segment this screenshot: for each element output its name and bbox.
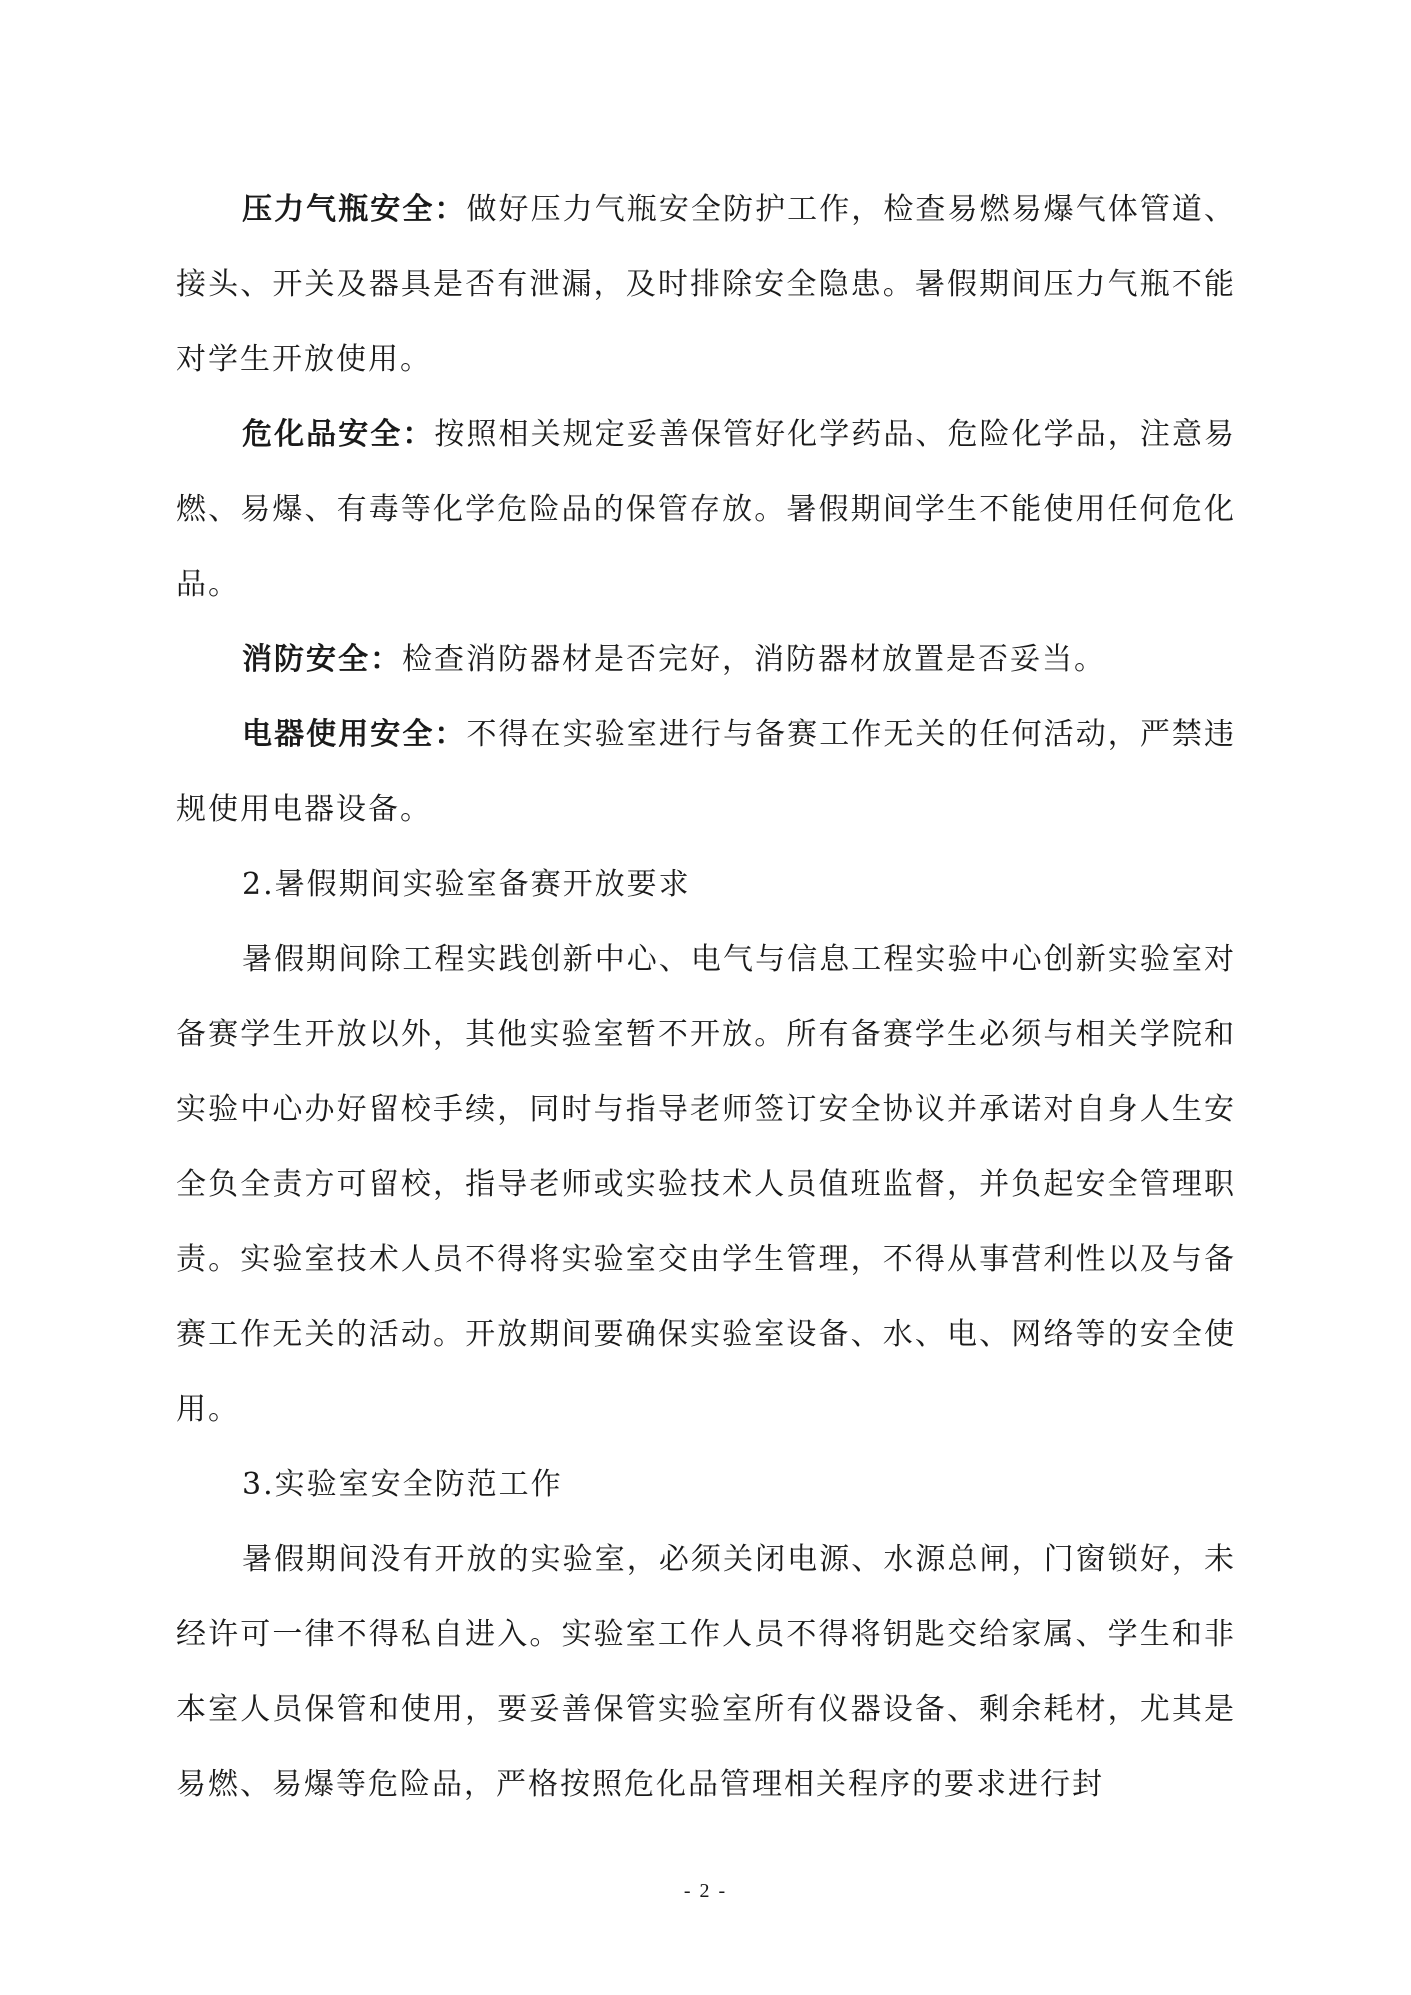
paragraph-lab-security: 暑假期间没有开放的实验室，必须关闭电源、水源总闸，门窗锁好，未经许可一律不得私自进入。实验室工作人员不得将钥匙交给家属、学生和非本室人员保管和使用，要妥善保管实验室所有仪器设备、剩余耗材，尤其是易燃、易爆等危险品，严格按照危化品管理相关程序的要求进行封 [176, 1542, 1236, 1802]
paragraph-text: 检查消防器材是否完好，消防器材放置是否妥当。 [402, 642, 1106, 677]
paragraph-text: 做好压力气瓶安全防护工作，检查易燃易爆气体管道、接头、开关及器具是否有泄漏，及时排除安全隐患。暑假期间压力气瓶不能对学生开放使用。 [176, 192, 1237, 377]
section-heading-3: 3.实验室安全防范工作 [242, 1467, 563, 1502]
paragraph-text: 不得在实验室进行与备赛工作无关的任何活动，严禁违规使用电器设备。 [176, 717, 1237, 827]
paragraph-gas-cylinder-safety [176, 172, 1236, 397]
page-number: - 2 - [683, 1880, 728, 1902]
document-body [176, 172, 1236, 1822]
paragraph-lead: 危化品安全： [242, 417, 435, 452]
paragraph-fire-safety [176, 622, 1236, 697]
paragraph-lead: 电器使用安全： [242, 717, 467, 752]
paragraph-electrical-safety [176, 697, 1236, 847]
paragraph-lead: 压力气瓶安全： [242, 192, 467, 227]
paragraph-lead: 消防安全： [242, 642, 402, 677]
paragraph-summer-lab-opening: 暑假期间除工程实践创新中心、电气与信息工程实验中心创新实验室对备赛学生开放以外，其他实验室暂不开放。所有备赛学生必须与相关学院和实验中心办好留校手续，同时与指导老师签订安全协议并承诺对自身人生安全负全责方可留校，指导老师或实验技术人员值班监督，并负起安全管理职责。实验室技术人员不得将实验室交由学生管理，不得从事营利性以及与备赛工作无关的活动。开放期间要确保实验室设备、水、电、网络等的安全使用。 [176, 942, 1236, 1427]
paragraph-hazardous-chemicals-safety [176, 397, 1236, 622]
section-heading-2: 2.暑假期间实验室备赛开放要求 [242, 867, 691, 902]
paragraph-text: 按照相关规定妥善保管好化学药品、危险化学品，注意易燃、易爆、有毒等化学危险品的保管存放。暑假期间学生不能使用任何危化品。 [176, 417, 1237, 602]
